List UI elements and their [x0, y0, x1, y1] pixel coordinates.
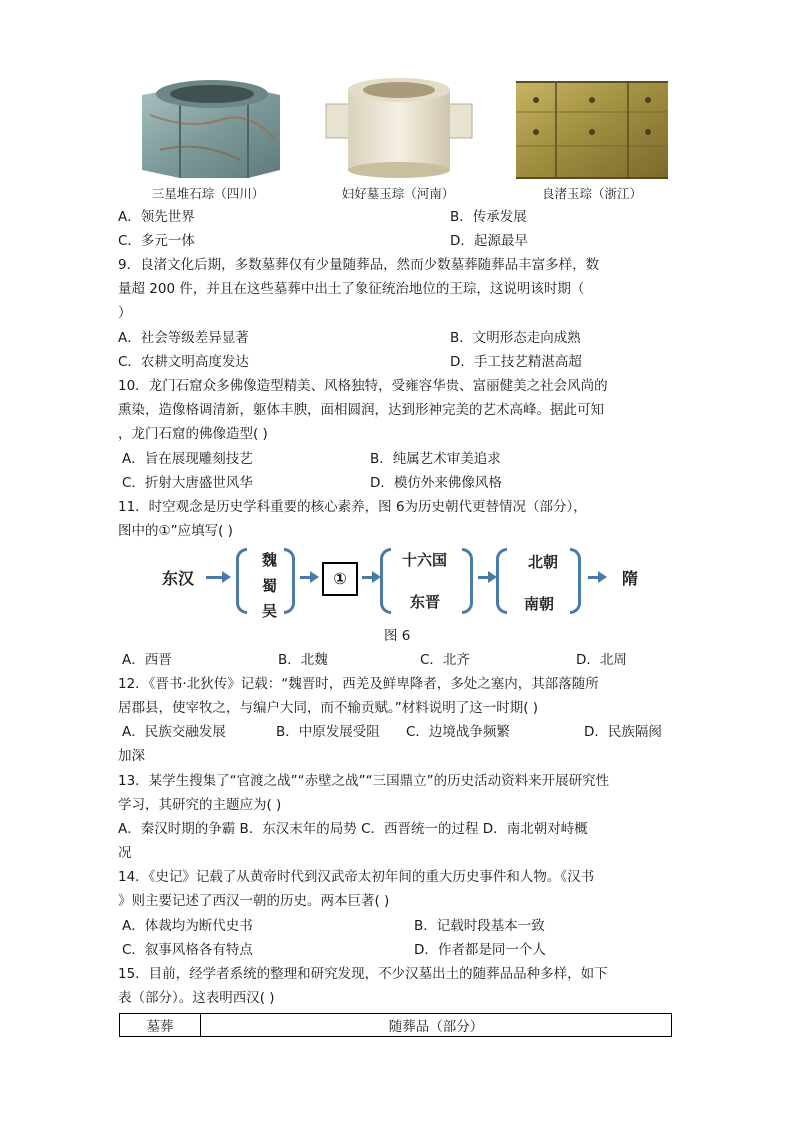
q12-option-a[interactable]: A．民族交融发展 — [122, 724, 226, 740]
image-caption: 妇好墓玉琮（河南） — [341, 186, 455, 201]
flow-arrow — [206, 576, 224, 579]
flow-g2-item: 十六国 — [402, 551, 448, 569]
liangzhu-jade-cong-image — [512, 72, 672, 182]
q14-option-d[interactable]: D．作者都是同一个人 — [414, 942, 546, 958]
q13-options[interactable]: A．秦汉时期的争霸 B．东汉末年的局势 C．西晋统一的过程 D．南北朝对峙概 — [118, 821, 588, 837]
q9-option-d[interactable]: D．手工技艺精湛高超 — [450, 354, 582, 370]
q14-option-b[interactable]: B．记载时段基本一致 — [414, 918, 545, 934]
q8-option-c[interactable]: C．多元一体 — [118, 233, 195, 249]
flow-brace — [462, 548, 473, 614]
q11-option-b[interactable]: B．北魏 — [278, 652, 328, 668]
flow-arrow — [362, 576, 374, 579]
q8-option-b[interactable]: B．传承发展 — [450, 209, 527, 225]
q13-stem-line1: 13．某学生搜集了“官渡之战”“赤壁之战”“三国鼎立”的历史活动资料来开展研究性 — [118, 773, 610, 789]
q9-option-c[interactable]: C．农耕文明高度发达 — [118, 354, 249, 370]
q14-stem-line1: 14．《史记》记载了从黄帝时代到汉武帝太初年间的重大历史事件和人物。《汉书 — [118, 869, 595, 885]
q8-option-d[interactable]: D．起源最早 — [450, 233, 528, 249]
q11-stem-line2: 图中的①”应填写( ) — [118, 523, 233, 539]
q9-stem-line3: ） — [118, 305, 132, 321]
flow-arrow — [478, 576, 490, 579]
q10-stem-line2: 熏染，造像格调清新，躯体丰腴，面相圆润，达到形神完美的艺术高峰。据此可知 — [118, 402, 604, 418]
flow-brace — [284, 548, 295, 614]
q15-stem-line1: 15．目前，经学者系统的整理和研究发现，不少汉墓出土的随葬品品种多样，如下 — [118, 966, 608, 982]
image-caption: 三星堆石琮（四川） — [151, 186, 265, 201]
flow-start: 东汉 — [162, 569, 195, 588]
flow-g3-item: 南朝 — [524, 595, 555, 613]
table-header-cell: 随葬品（部分） — [201, 1014, 672, 1037]
image-caption: 良渚玉琮（浙江） — [541, 186, 642, 201]
flow-arrow — [300, 576, 312, 579]
flow-g1-item: 魏 — [262, 551, 278, 569]
q10-option-d[interactable]: D．模仿外来佛像风格 — [370, 475, 502, 491]
q12-option-c[interactable]: C．边境战争频繁 — [406, 724, 510, 740]
flow-brace — [570, 548, 581, 614]
figure-caption: 图 6 — [384, 628, 411, 644]
flow-brace — [236, 548, 247, 614]
q11-stem-line1: 11．时空观念是历史学科重要的核心素养，图 6为历史朝代更替情况（部分）， — [118, 499, 587, 515]
flow-arrow — [588, 576, 600, 579]
q10-option-c[interactable]: C．折射大唐盛世风华 — [122, 475, 253, 491]
table-header-cell: 墓葬 — [120, 1014, 201, 1037]
q12-stem-line2: 居郡县，使宰牧之，与编户大同，而不输贡赋。”材料说明了这一时期( ) — [118, 700, 539, 716]
q12-option-d-continued: 加深 — [118, 748, 145, 764]
q9-stem-line2: 量超 200 件，并且在这些墓葬中出土了象征统治地位的王琮，这说明该时期（ — [118, 281, 585, 297]
burial-goods-table — [119, 1013, 672, 1037]
q14-stem-line2: 》则主要记述了西汉一朝的历史。两本巨著( ) — [118, 893, 390, 909]
flow-g3-item: 北朝 — [528, 553, 559, 571]
fuhao-jade-cong-image — [318, 72, 480, 182]
q10-option-a[interactable]: A．旨在展现雕刻技艺 — [122, 451, 253, 467]
flow-g1-item: 蜀 — [262, 577, 278, 595]
q12-option-b[interactable]: B．中原发展受阻 — [276, 724, 380, 740]
flow-g1-item: 吴 — [262, 602, 278, 620]
q12-option-d[interactable]: D．民族隔阂 — [584, 724, 662, 740]
q10-stem-line3: ，龙门石窟的佛像造型( ) — [118, 426, 268, 442]
sanxingdui-stone-cong-image — [120, 70, 300, 182]
q9-option-b[interactable]: B．文明形态走向成熟 — [450, 330, 581, 346]
flow-end: 隋 — [622, 569, 639, 588]
table-header-row — [120, 1014, 672, 1037]
flow-brace — [380, 548, 391, 614]
q14-option-c[interactable]: C．叙事风格各有特点 — [122, 942, 253, 958]
q13-option-d-continued: 况 — [118, 845, 132, 861]
q9-option-a[interactable]: A．社会等级差异显著 — [118, 330, 249, 346]
flow-g2-item: 东晋 — [410, 593, 441, 611]
q11-option-d[interactable]: D．北周 — [576, 652, 627, 668]
flow-brace — [496, 548, 507, 614]
q10-option-b[interactable]: B．纯属艺术审美追求 — [370, 451, 501, 467]
q10-stem-line1: 10．龙门石窟众多佛像造型精美、风格独特，受雍容华贵、富丽健美之社会风尚的 — [118, 378, 608, 394]
q8-option-a[interactable]: A．领先世界 — [118, 209, 195, 225]
q11-option-a[interactable]: A．西晋 — [122, 652, 172, 668]
q9-stem-line1: 9．良渚文化后期，多数墓葬仅有少量随葬品，然而少数墓葬随葬品丰富多样，数 — [118, 257, 600, 273]
flow-blank-box: ① — [322, 562, 358, 596]
q12-stem-line1: 12．《晋书·北狄传》记载：“魏晋时，西羌及鲜卑降者，多处之塞内，其部落随所 — [118, 676, 599, 692]
q15-stem-line2: 表（部分）。这表明西汉( ) — [118, 990, 275, 1006]
q11-option-c[interactable]: C．北齐 — [420, 652, 470, 668]
q14-option-a[interactable]: A．体裁均为断代史书 — [122, 918, 253, 934]
q13-stem-line2: 学习，其研究的主题应为( ) — [118, 797, 282, 813]
